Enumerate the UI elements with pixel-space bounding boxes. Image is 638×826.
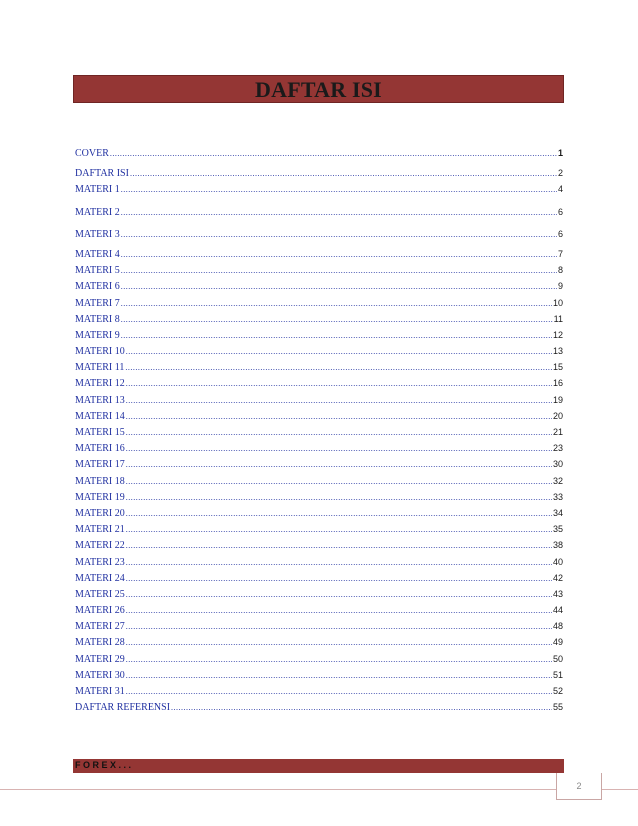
toc-leader-dots	[110, 148, 557, 159]
toc-entry-label: DAFTAR ISI	[75, 168, 129, 180]
toc-entry[interactable]	[75, 184, 563, 200]
toc-entry-page: 42	[552, 572, 563, 583]
toc-entry-page: 19	[552, 394, 563, 405]
toc-entry[interactable]	[75, 686, 563, 702]
toc-entry-page: 48	[552, 621, 563, 632]
page-number: 2	[576, 781, 582, 791]
toc-entry[interactable]	[75, 492, 563, 508]
toc-leader-dots	[126, 524, 552, 535]
toc-leader-dots	[126, 492, 552, 503]
toc-entry[interactable]	[75, 702, 563, 718]
toc-leader-dots	[126, 443, 552, 454]
toc-entry[interactable]	[75, 508, 563, 524]
toc-entry-label: MATERI 20	[75, 507, 125, 519]
toc-leader-dots	[126, 637, 552, 648]
toc-entry-page: 13	[552, 346, 563, 357]
toc-entry[interactable]	[75, 207, 563, 223]
toc-entry[interactable]	[75, 298, 563, 314]
toc-entry-label: DAFTAR REFERENSI	[75, 702, 171, 714]
toc-entry-page: 20	[552, 410, 563, 421]
toc-entry-page: 23	[552, 443, 563, 454]
toc-entry[interactable]	[75, 281, 563, 297]
toc-entry[interactable]	[75, 524, 563, 540]
toc-entry-label: MATERI 1	[75, 184, 120, 196]
toc-entry-page: 9	[557, 281, 563, 292]
toc-entry-page: 43	[552, 588, 563, 599]
toc-leader-dots	[126, 573, 552, 584]
toc-entry-page: 55	[552, 702, 563, 713]
toc-entry-page: 21	[552, 427, 563, 437]
toc-entry-page: 33	[552, 491, 563, 502]
toc-leader-dots	[126, 411, 552, 422]
toc-leader-dots	[126, 621, 552, 632]
toc-entry-label: MATERI 11	[75, 362, 125, 374]
toc-entry[interactable]	[75, 330, 563, 346]
toc-entry-label: MATERI 25	[75, 588, 125, 600]
toc-leader-dots	[130, 168, 557, 179]
toc-entry-page: 34	[552, 507, 563, 518]
toc-entry-page: 11	[553, 313, 563, 324]
toc-entry-page: 6	[557, 206, 563, 217]
toc-leader-dots	[126, 589, 552, 600]
toc-entry[interactable]	[75, 557, 563, 573]
toc-entry-page: 52	[552, 686, 563, 696]
toc-leader-dots	[126, 395, 552, 406]
toc-entry[interactable]	[75, 605, 563, 621]
toc-entry[interactable]	[75, 411, 563, 427]
toc-entry-label: MATERI 4	[75, 248, 120, 260]
toc-entry-page: 10	[552, 297, 563, 308]
toc-entry-page: 8	[557, 265, 563, 276]
toc-leader-dots	[126, 686, 552, 697]
toc-entry-page: 16	[552, 378, 563, 389]
toc-entry-label: COVER	[75, 148, 109, 159]
toc-entry[interactable]	[75, 362, 563, 378]
toc-entry-page: 50	[552, 653, 563, 664]
toc-leader-dots	[126, 346, 552, 357]
toc-entry[interactable]	[75, 249, 563, 265]
toc-entry-page: 1	[557, 148, 563, 158]
toc-leader-dots	[126, 670, 552, 681]
toc-entry-page: 4	[557, 184, 563, 195]
toc-entry[interactable]	[75, 427, 563, 443]
toc-entry[interactable]	[75, 670, 563, 686]
toc-entry[interactable]	[75, 654, 563, 670]
toc-leader-dots	[121, 265, 557, 276]
toc-leader-dots	[121, 330, 552, 341]
title-banner	[73, 75, 564, 103]
toc-entry-label: MATERI 14	[75, 410, 125, 422]
toc-entry[interactable]	[75, 621, 563, 637]
footer-banner	[73, 759, 564, 773]
toc-leader-dots	[126, 427, 552, 438]
toc-entry-label: MATERI 2	[75, 206, 120, 218]
toc-entry-page: 38	[552, 540, 563, 551]
toc-entry-label: MATERI 30	[75, 669, 125, 681]
toc-leader-dots	[121, 314, 553, 325]
toc-entry-label: MATERI 5	[75, 265, 120, 277]
toc-entry-label: MATERI 27	[75, 621, 125, 633]
toc-entry-page: 51	[552, 669, 563, 680]
toc-leader-dots	[126, 540, 552, 551]
toc-entry-page: 15	[552, 362, 563, 373]
toc-entry[interactable]	[75, 229, 563, 245]
toc-leader-dots	[121, 298, 552, 309]
toc-entry-label: MATERI 7	[75, 297, 120, 309]
toc-entry-label: MATERI 8	[75, 313, 120, 325]
toc-entry[interactable]	[75, 573, 563, 589]
toc-leader-dots	[126, 378, 552, 389]
toc-entry-label: MATERI 28	[75, 637, 125, 649]
toc-leader-dots	[121, 281, 557, 292]
toc-entry-page: 49	[552, 637, 563, 648]
page-title: DAFTAR ISI	[255, 77, 382, 102]
toc-entry[interactable]	[75, 168, 563, 184]
toc-leader-dots	[126, 459, 552, 470]
table-of-contents	[75, 148, 563, 718]
toc-leader-dots	[126, 476, 552, 487]
toc-entry-label: MATERI 3	[75, 228, 120, 240]
toc-entry-label: MATERI 22	[75, 540, 125, 552]
toc-entry[interactable]	[75, 540, 563, 556]
toc-leader-dots	[126, 654, 552, 665]
toc-leader-dots	[121, 207, 557, 218]
toc-entry-label: MATERI 23	[75, 556, 125, 568]
toc-leader-dots	[121, 184, 557, 195]
toc-entry-page: 6	[557, 228, 563, 239]
toc-entry-page: 32	[552, 475, 563, 486]
toc-leader-dots	[121, 229, 557, 240]
page-number-box	[556, 773, 602, 800]
toc-entry-label: MATERI 15	[75, 427, 125, 438]
toc-entry-label: MATERI 29	[75, 653, 125, 665]
toc-entry[interactable]	[75, 314, 563, 330]
toc-entry-label: MATERI 6	[75, 281, 120, 293]
footer-divider	[0, 789, 638, 790]
toc-entry-label: MATERI 26	[75, 605, 125, 617]
footer-text: FOREX...	[75, 760, 134, 770]
toc-entry-label: MATERI 12	[75, 378, 125, 390]
toc-entry[interactable]	[75, 476, 563, 492]
toc-entry-label: MATERI 16	[75, 443, 125, 455]
toc-leader-dots	[126, 557, 552, 568]
toc-entry-page: 12	[552, 329, 563, 340]
toc-entry-page: 7	[557, 248, 563, 259]
toc-entry[interactable]	[75, 378, 563, 394]
toc-entry-page: 2	[557, 168, 563, 179]
toc-entry[interactable]	[75, 265, 563, 281]
toc-entry-page: 35	[552, 524, 563, 535]
toc-entry[interactable]	[75, 459, 563, 475]
toc-leader-dots	[126, 508, 552, 519]
toc-entry-label: MATERI 19	[75, 491, 125, 503]
toc-entry-label: MATERI 13	[75, 394, 125, 406]
toc-leader-dots	[125, 362, 552, 373]
toc-entry[interactable]	[75, 589, 563, 605]
toc-entry-label: MATERI 17	[75, 459, 125, 471]
toc-entry-page: 44	[552, 605, 563, 616]
toc-entry[interactable]	[75, 346, 563, 362]
toc-entry[interactable]	[75, 148, 563, 164]
toc-entry-page: 40	[552, 556, 563, 567]
toc-entry-label: MATERI 21	[75, 524, 125, 536]
toc-leader-dots	[171, 702, 552, 713]
toc-entry[interactable]	[75, 637, 563, 653]
toc-entry-label: MATERI 10	[75, 346, 125, 358]
toc-entry-label: MATERI 9	[75, 329, 120, 341]
toc-entry[interactable]	[75, 443, 563, 459]
toc-entry-label: MATERI 24	[75, 572, 125, 584]
toc-entry-label: MATERI 31	[75, 686, 125, 697]
toc-entry-label: MATERI 18	[75, 475, 125, 487]
toc-entry-page: 30	[552, 459, 563, 470]
toc-leader-dots	[126, 605, 552, 616]
toc-entry[interactable]	[75, 395, 563, 411]
toc-leader-dots	[121, 249, 557, 260]
